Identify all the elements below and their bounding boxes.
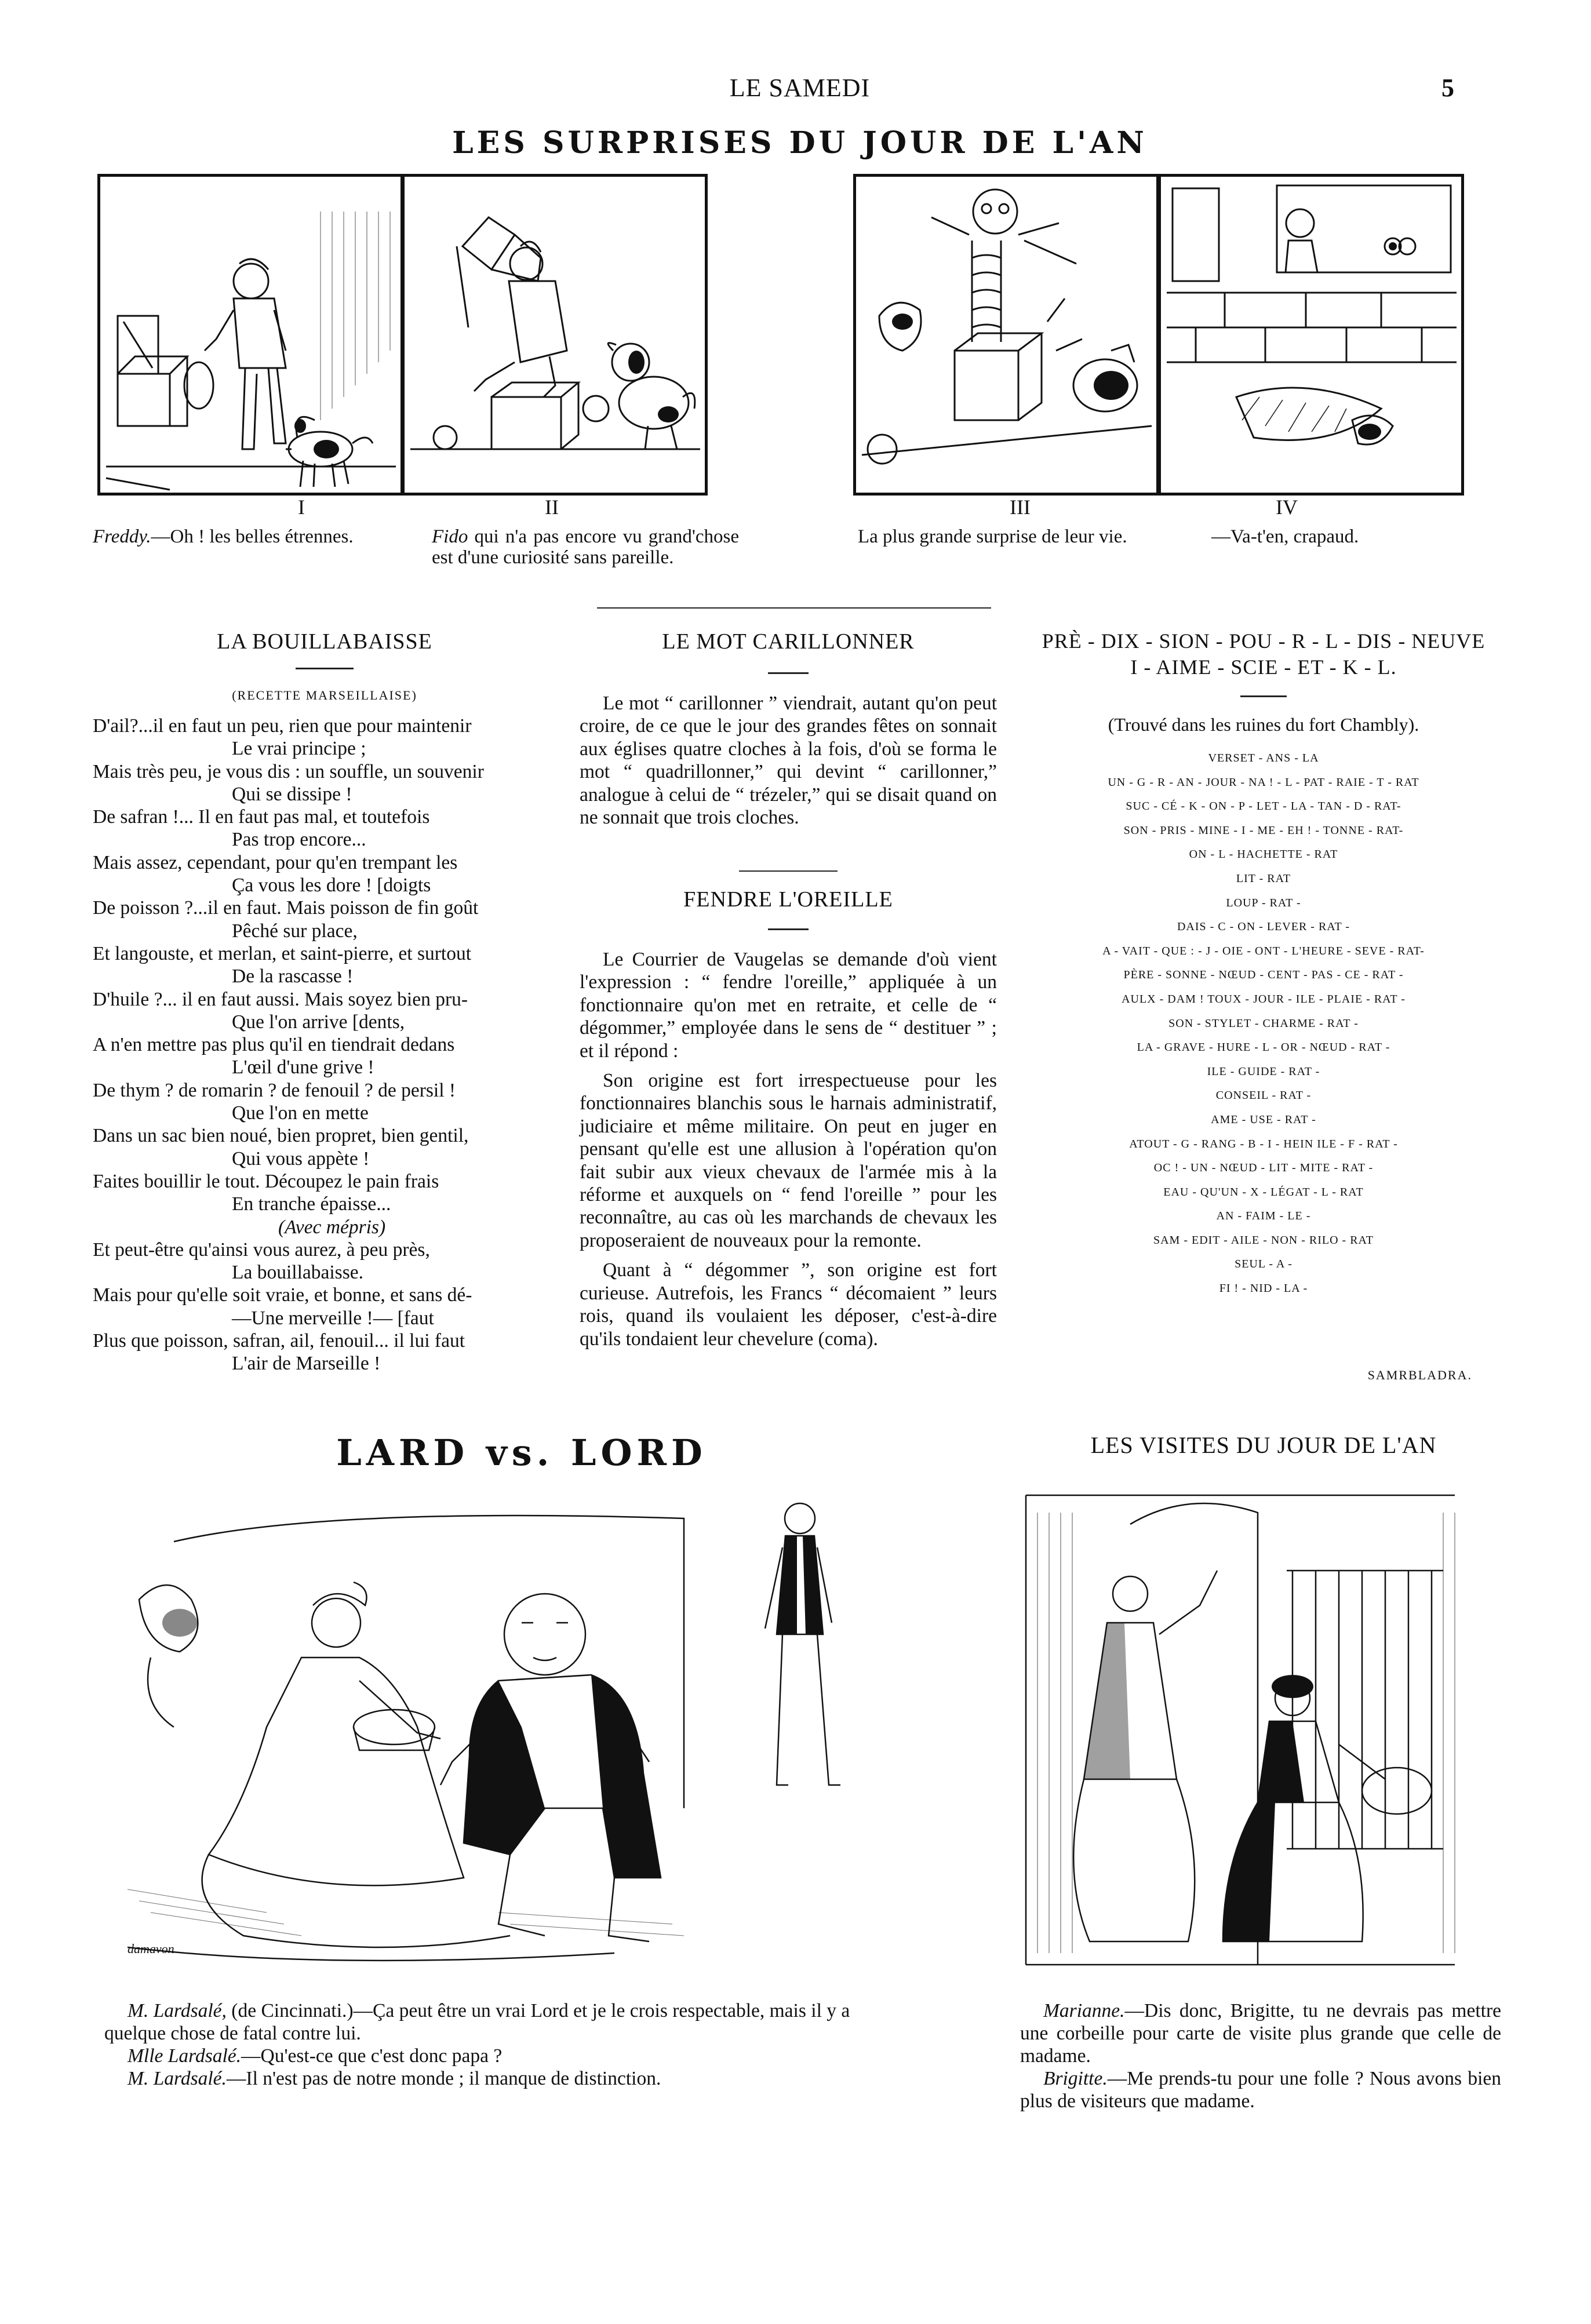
rebus-line: SEUL - A - <box>1235 1258 1293 1271</box>
poem-line: —Une merveille !— [faut <box>232 1307 434 1329</box>
boy-reading-illustration <box>405 177 705 493</box>
rebus-line: SON - STYLET - CHARME - RAT - <box>1168 1017 1359 1030</box>
poem-line: Plus que poisson, safran, ail, fenouil... il lui faut <box>93 1330 465 1352</box>
comic-panel-3 <box>853 174 1159 496</box>
carillonner-title: LE MOT CARILLONNER <box>662 629 915 654</box>
rebus-line: PÈRE - SONNE - NŒUD - CENT - PAS - CE - RAT - <box>1123 968 1404 982</box>
lard-lord-illustration <box>93 1484 887 1976</box>
lard-lord-caption <box>104 1999 904 2090</box>
caption-text: (de Cincinnati.)—Ça peut être un vrai Lord et je le crois respectable, mais il y a quelque chose de fatal contre lui. <box>104 2000 850 2044</box>
caption-text: La plus grande surprise de leur vie. <box>858 526 1127 547</box>
poem-line: Qui vous appète ! <box>232 1148 370 1170</box>
panel-2-caption <box>432 526 739 568</box>
poem-line: Mais très peu, je vous dis : un souffle, un souvenir <box>93 760 484 782</box>
speaker-name: M. Lardsalé. <box>128 2068 227 2089</box>
caption-text: —Qu'est-ce que c'est donc papa ? <box>241 2045 503 2067</box>
poem-line: Pas trop encore... <box>232 829 366 851</box>
rebus-line: OC ! - UN - NŒUD - LIT - MITE - RAT - <box>1153 1161 1374 1175</box>
poem-line: De thym ? de romarin ? de fenouil ? de persil ! <box>93 1079 456 1101</box>
poem-line: En tranche épaisse... <box>232 1193 391 1215</box>
carillonner-text <box>580 692 997 829</box>
rebus-note: (Trouvé dans les ruines du fort Chambly). <box>1108 714 1419 735</box>
caption-text: —Il n'est pas de notre monde ; il manque de distinction. <box>226 2068 661 2089</box>
poem-line: D'ail?...il en faut un peu, rien que pour maintenir <box>93 715 472 737</box>
caption-line <box>104 1999 904 2045</box>
panel-2-numeral: II <box>545 496 559 519</box>
boy-with-dog-illustration <box>100 177 401 493</box>
poem-line: La bouillabaisse. <box>232 1262 363 1284</box>
caption-text: —Va-t'en, crapaud. <box>1211 526 1359 547</box>
poem-line: L'air de Marseille ! <box>232 1353 381 1375</box>
jack-in-the-box-illustration <box>856 177 1156 493</box>
rebus-line: A - VAIT - QUE : - J - OIE - ONT - L'HEURE - SEVE - RAT- <box>1102 944 1425 957</box>
caption-text: —Me prends-tu pour une folle ? Nous avons bien plus de visiteurs que madame. <box>1020 2068 1501 2112</box>
visites-illustration <box>1014 1478 1472 1976</box>
rebus-line: DAIS - C - ON - LEVER - RAT - <box>1177 920 1350 934</box>
poem-line: L'œil d'une grive ! <box>232 1057 374 1079</box>
poem-line: Mais assez, cependant, pour qu'en trempant les <box>93 851 458 873</box>
panel-3-caption <box>858 526 1171 547</box>
rebus-title-line-1: PRÈ - DIX - SION - POU - R - L - DIS - NEUVE <box>1042 629 1486 653</box>
title-dash <box>768 672 809 674</box>
bouillabaisse-poem <box>93 715 556 1375</box>
carillonner-paragraph: Le mot “ carillonner ” viendrait, autant qu'on peut croire, de ce que le jour des grandes fêtes on sonnait aux églises quatre cloches à la fois, d'où se forma le mot “ quadrillonner,” qui devint “ carillonner,” analogue à celui de “ trézeler,” qui se disait quand on ne sonnait que trois cloches. <box>580 693 997 829</box>
panel-1-caption <box>93 526 406 547</box>
poem-line: Qui se dissipe ! <box>232 783 352 805</box>
rebus-line: SAM - EDIT - AILE - NON - RILO - RAT <box>1153 1233 1374 1247</box>
rebus-line: ILE - GUIDE - RAT - <box>1207 1065 1320 1078</box>
poem-line: Pêché sur place, <box>232 920 358 942</box>
rebus-title-line-2: I - AIME - SCIE - ET - K - L. <box>1130 655 1397 679</box>
rebus-line: SUC - CÉ - K - ON - P - LET - LA - TAN - D - RAT- <box>1126 800 1401 813</box>
caption-line <box>1020 2067 1501 2112</box>
illustrator-signature: damavon <box>128 1941 174 1956</box>
rebus-line: LA - GRAVE - HURE - L - OR - NŒUD - RAT - <box>1137 1041 1390 1054</box>
rebus-line: VERSET - ANS - LA <box>1208 752 1319 764</box>
poem-line: Faites bouillir le tout. Découpez le pain frais <box>93 1170 439 1192</box>
rebus-signature: SAMRBLADRA. <box>1367 1368 1472 1382</box>
panel-3-numeral: III <box>1010 496 1031 519</box>
poem-line: De la rascasse ! <box>232 966 354 988</box>
rebus-line: FI ! - NID - LA - <box>1219 1282 1308 1295</box>
poem-line: D'huile ?... il en faut aussi. Mais soyez bien pru- <box>93 988 468 1010</box>
bouillabaisse-title: LA BOUILLABAISSE <box>217 629 432 654</box>
comic-title: LES SURPRISES DU JOUR DE L'AN <box>452 125 1148 161</box>
title-dash <box>1240 695 1287 697</box>
caption-text: —Oh ! les belles étrennes. <box>151 526 354 547</box>
rebus-line: LIT - RAT <box>1236 872 1291 885</box>
oreille-paragraph-3: Quant à “ dégommer ”, son origine est fort curieuse. Autrefois, les Francs “ décomaient ” leurs rois, quand ils voulaient les déposer, c'est-à-dire qu'ils tondaient leur chevelure (coma). <box>580 1259 997 1350</box>
panel-1-numeral: I <box>298 496 305 519</box>
rebus-line: UN - G - R - AN - JOUR - NA ! - L - PAT - RAIE - T - RAT <box>1108 775 1419 789</box>
title-dash <box>296 668 354 669</box>
rebus-line: SON - PRIS - MINE - I - ME - EH ! - TONNE - RAT- <box>1123 824 1404 837</box>
page-number: 5 <box>1441 74 1455 102</box>
comic-panel-2 <box>402 174 708 496</box>
poem-line: De poisson ?...il en faut. Mais poisson de fin goût <box>93 897 479 919</box>
poem-line: De safran !... Il en faut pas mal, et toutefois <box>93 806 430 828</box>
panel-4-caption <box>1211 526 1443 547</box>
title-dash <box>768 928 809 930</box>
lard-lord-title: LARD vs. LORD <box>336 1431 707 1474</box>
rebus-line: CONSEIL - RAT - <box>1215 1089 1312 1102</box>
speaker-name: M. Lardsalé, <box>128 2000 227 2021</box>
poem-line: (Avec mépris) <box>278 1216 386 1238</box>
comic-panel-1 <box>97 174 403 496</box>
oreille-paragraph-1: Le Courrier de Vaugelas se demande d'où vient l'expression : “ fendre l'oreille,” appliquée à un fonctionnaire qu'on met en retraite, et celle de “ dégommer,” employée dans le sens de “ destituer ” ; et il répond : <box>580 949 997 1062</box>
visites-title: LES VISITES DU JOUR DE L'AN <box>1090 1432 1437 1458</box>
rebus-line: AME - USE - RAT - <box>1211 1113 1316 1126</box>
poem-line: Mais pour qu'elle soit vraie, et bonne, et sans dé- <box>93 1284 472 1306</box>
caption-line <box>104 2045 904 2067</box>
newspaper-title: LE SAMEDI <box>729 74 871 102</box>
rebus-line: AULX - DAM ! TOUX - JOUR - ILE - PLAIE - RAT - <box>1122 992 1406 1006</box>
rebus-puzzle <box>1020 746 1507 1301</box>
poem-line: Ça vous les dore ! [doigts <box>232 875 431 897</box>
caption-line <box>104 2067 904 2090</box>
speaker-name: Freddy. <box>93 526 151 547</box>
poem-line: Et langouste, et merlan, et saint-pierre, et surtout <box>93 942 472 964</box>
comic-panel-4 <box>1158 174 1464 496</box>
speaker-name: Marianne. <box>1043 2000 1125 2021</box>
oreille-text <box>580 948 997 1350</box>
caption-text: —Dis donc, Brigitte, tu ne devrais pas mettre une corbeille pour carte de visite plus grande que celle de madame. <box>1020 2000 1501 2067</box>
window-scene-illustration <box>1161 177 1461 493</box>
rebus-line: AN - FAIM - LE - <box>1216 1210 1311 1223</box>
poem-line: A n'en mettre pas plus qu'il en tiendrait dedans <box>93 1034 455 1056</box>
rebus-line: ON - L - HACHETTE - RAT <box>1189 848 1338 861</box>
bouillabaisse-subtitle: (RECETTE MARSEILLAISE) <box>232 688 417 702</box>
poem-line: Que l'on en mette <box>232 1102 369 1124</box>
speaker-name: Mlle Lardsalé. <box>128 2045 242 2067</box>
visites-caption <box>1020 1999 1501 2112</box>
poem-line: Et peut-être qu'ainsi vous aurez, à peu près, <box>93 1239 430 1261</box>
oreille-paragraph-2: Son origine est fort irrespectueuse pour les fonctionnaires blanchis sous le harnais administratif, judiciaire et même militaire. On peut en juger en pensant qu'elle est une allusion à l'opération qu'on fait subir aux vieux chevaux de l'armée mis à la réforme et auxquels on “ fend l'oreille ” pour les reconnaître, au cas où les marchands de chevaux les proposeraient de nouveaux pour la remonte. <box>580 1070 997 1251</box>
panel-4-numeral: IV <box>1276 496 1298 519</box>
rebus-line: LOUP - RAT - <box>1226 896 1301 909</box>
poem-line: Dans un sac bien noué, bien propret, bien gentil, <box>93 1125 469 1147</box>
caption-line <box>1020 1999 1501 2067</box>
rebus-line: ATOUT - G - RANG - B - I - HEIN ILE - F - RAT - <box>1129 1137 1398 1150</box>
gate-visitors-illustration <box>1014 1478 1472 1976</box>
speaker-name: Fido <box>432 526 468 547</box>
poem-line: Que l'on arrive [dents, <box>232 1011 405 1033</box>
section-rule <box>739 870 838 872</box>
rebus-line: EAU - QU'UN - X - LÉGAT - L - RAT <box>1163 1185 1364 1199</box>
oreille-title: FENDRE L'OREILLE <box>683 887 893 912</box>
parlor-scene-illustration <box>93 1484 887 1976</box>
caption-text: qui n'a pas encore vu grand'chose est d'une curiosité sans pareille. <box>432 526 739 568</box>
divider-rule <box>597 607 991 609</box>
poem-line: Le vrai principe ; <box>232 738 366 760</box>
speaker-name: Brigitte. <box>1043 2068 1108 2089</box>
